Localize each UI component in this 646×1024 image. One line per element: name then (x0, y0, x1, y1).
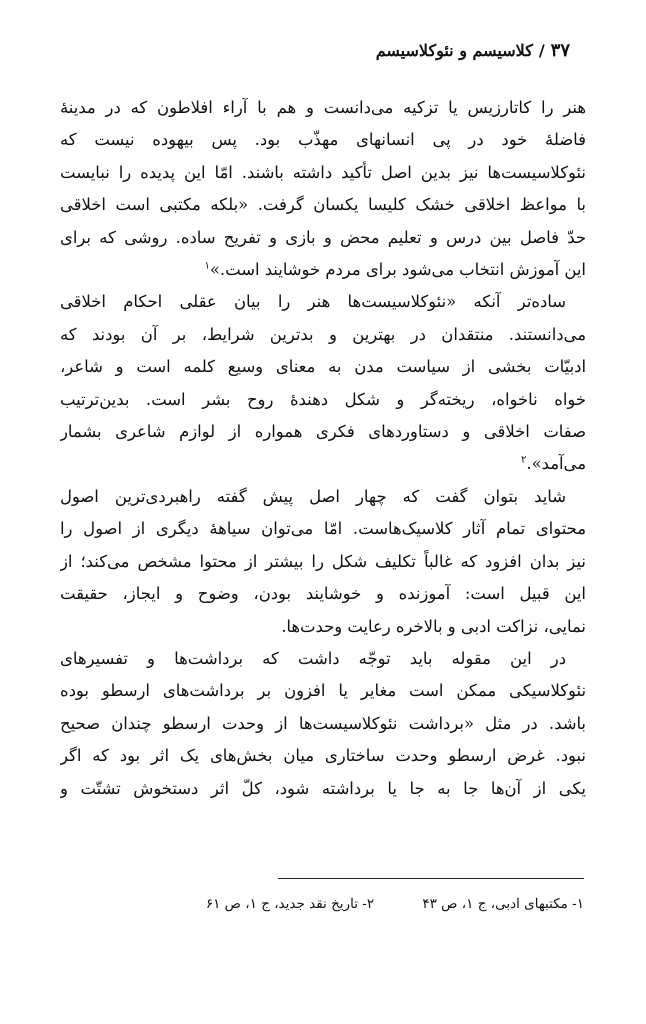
body-text (60, 92, 586, 805)
text-line-content: می‌آمد». (526, 454, 586, 474)
text-line: در این مقوله باید توجّه داشت که برداشت‌ها و تفسیرهای (60, 648, 566, 668)
footnote-1: ۱- مکتبهای ادبی، ج ۱، ص ۴۳ (422, 896, 584, 912)
text-line: ساده‌تر آنکه «نئوکلاسیست‌ها هنر را بیان عقلی احکام اخلاقی (60, 292, 566, 312)
paragraph-1 (60, 92, 586, 286)
chapter-title: کلاسیسم و نئوکلاسیسم (375, 41, 533, 60)
text-line: می‌دانستند. منتقدان در بهترین و بدترین شرایط، بر آن بودند که (60, 324, 586, 344)
text-line: صفات اخلاقی و دستاوردهای فکری همواره از لوازم شاعری بشمار (60, 422, 586, 442)
text-line: حدّ فاصل بین درس و تعلیم محض و بازی و تفریح ساده. روشی که برای (60, 227, 586, 247)
text-line (60, 254, 586, 286)
text-line: باشد. در مثل «برداشت نئوکلاسیست‌ها از وحدت ارسطو چندان صحیح (60, 713, 586, 733)
footnotes (110, 894, 584, 914)
text-line: ادبیّات بخشی از سیاست مدن به معنای وسیع کلمه است و شاعر، (60, 357, 586, 377)
text-line: هنر را کاتارزیس یا تزکیه می‌دانست و هم با آراء افلاطون که در مدینهٔ (60, 98, 586, 117)
footnote-marker: ۱ (204, 260, 210, 272)
footnote-divider (278, 878, 584, 879)
text-line: نئوکلاسیکی ممکن است مغایر یا افزون بر برداشت‌های ارسطو بوده (60, 681, 586, 701)
text-line (60, 448, 586, 480)
text-line: با مواعظ اخلاقی خشک کلیسا یکسان گرفت. «بلکه مکتبی است اخلاقی (60, 195, 586, 215)
text-line: محتوای تمام آثار کلاسیک‌هاست. امّا می‌توان سیاههٔ دیگری از اصول را (60, 519, 586, 539)
footnote-marker: ۲ (521, 455, 527, 466)
paragraph-3 (60, 481, 586, 643)
text-line: شاید بتوان گفت که چهار اصل پیش گفته راهبردی‌ترین اصول (60, 486, 566, 506)
text-line: فاضلهٔ خود در پی انسانهای مهذّب بود. پس بیهوده نیست که (60, 130, 586, 150)
running-head (60, 40, 570, 62)
page-number: ۳۷ (550, 40, 570, 61)
text-line-content: این آموزش انتخاب می‌شود برای مردم خوشایند است.» (209, 260, 586, 280)
text-line: خواه ناخواه، ریخته‌گر و شکل دهندهٔ روح بشر است. بدین‌ترتیب (60, 389, 586, 409)
text-line: یکی از آن‌ها جا به جا یا برداشته شود، کلّ اثر دستخوش تشتّت و (60, 778, 586, 798)
paragraph-2 (60, 286, 586, 480)
paragraph-4 (60, 643, 586, 805)
header-separator: / (538, 41, 545, 60)
text-line: نمایی، نزاکت ادبی و بالاخره رعایت وحدت‌ها. (281, 616, 586, 636)
text-line: این قبیل است: آموزنده و خوشایند بودن، وضوح و ایجاز، حقیقت (60, 584, 586, 604)
text-line: نبود. غرض ارسطو وحدت ساختاری میان بخش‌های یک اثر بود که اگر (60, 746, 586, 766)
text-line: نیز بدان افزود که غالباً تکلیف شکل را بیشتر از محتوا مشخص می‌کند؛ از (60, 551, 586, 571)
footnote-2: ۲- تاریخ نقد جدید، ج ۱، ص ۶۱ (205, 896, 375, 912)
text-line: نئوکلاسیست‌ها نیز بدین اصل تأکید داشته باشند. امّا این پدیده را نبایست (60, 162, 586, 182)
